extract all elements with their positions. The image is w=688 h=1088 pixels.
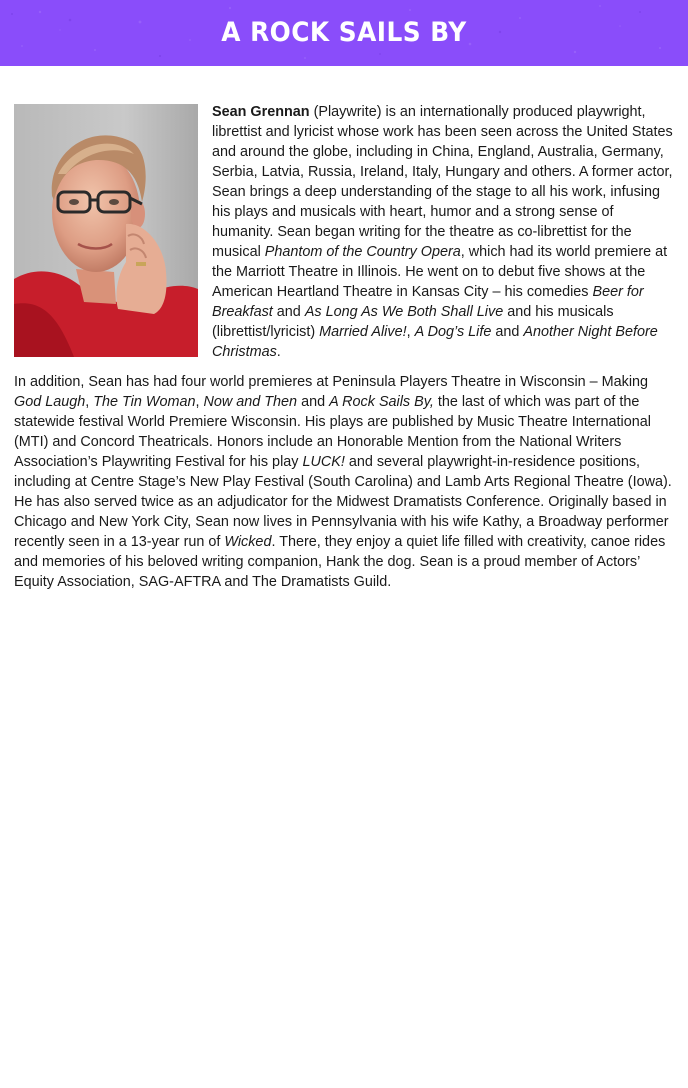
page-title: A ROCK SAILS BY (221, 17, 467, 48)
portrait-icon (14, 104, 198, 357)
text-run: , (195, 394, 204, 410)
text-run: , which had its world premiere at the Marriott Theatre in Illinois. He went on to debut five shows at the American Heartland Theatre in Kansas City – his comedies (212, 244, 668, 300)
text-run: . There, they enjoy a quiet life filled with creativity, canoe rides and memories of his beloved writing companion, Hank the dog. Sean is a proud member of Actors’ Equity Association, SAG-AFTRA and The Dramatists Guild. (14, 534, 666, 590)
work-title: Another Night Before Christmas (212, 324, 658, 360)
text-run: , (406, 324, 415, 340)
work-title: Now and Then (203, 394, 298, 410)
text-run: . (276, 344, 281, 360)
text-run: In addition, Sean has had four world premieres at Peninsula Players Theatre in Wisconsin – Making (14, 374, 649, 390)
work-title: Married Alive! (319, 324, 407, 340)
bio-paragraph-2 (14, 362, 676, 592)
work-title: Wicked (224, 534, 272, 550)
text-run: and several playwright-in-residence positions, including at Centre Stage’s New Play Festival (South Carolina) and Lamb Arts Regional Theatre (Iowa). He has also served twice as an adjudicator for the Midwest Dramatists Conference. Originally based in Chicago and New York City, Sean now lives in Pennsylvania with his wife Kathy, a Broadway performer recently seen in a 13-year run of (14, 454, 672, 550)
page-header (0, 0, 688, 66)
text-run: and (491, 324, 524, 340)
work-title: As Long As We Both Shall Live (304, 304, 504, 320)
work-title: God Laugh (14, 394, 86, 410)
work-title: Phantom of the Country Opera (264, 244, 461, 260)
person-name: Sean Grennan (212, 104, 310, 120)
work-title: The Tin Woman (93, 394, 196, 410)
work-title: A Rock Sails By, (329, 394, 434, 410)
text-run: and (297, 394, 330, 410)
text-run: and his musicals (librettist/lyricist) (212, 304, 614, 340)
text-run: the last of which was part of the statewide festival World Premiere Wisconsin. His plays are published by Music Theatre International (MTI) and Concord Theatricals. Honors include an Honorable Mention from the National Writers Association’s Playwriting Festival for his play (14, 394, 651, 470)
text-run: , (85, 394, 94, 410)
bio-content (14, 102, 676, 592)
text-run: and (272, 304, 305, 320)
work-title: Beer for Breakfast (212, 284, 644, 320)
portrait-photo (14, 104, 198, 357)
work-title: LUCK! (302, 454, 345, 470)
work-title: A Dog’s Life (414, 324, 492, 340)
text-run: (Playwrite) is an internationally produced playwright, librettist and lyricist whose work has been seen across the United States and around the globe, including in China, England, Australia, Germany, Serbia, Latvia, Russia, Ireland, Italy, Hungary and others. A former actor, Sean brings a deep understanding of the stage to all his work, infusing his plays and musicals with heart, humor and a strong sense of humanity. Sean began writing for the theatre as co-librettist for the musical (212, 104, 673, 260)
